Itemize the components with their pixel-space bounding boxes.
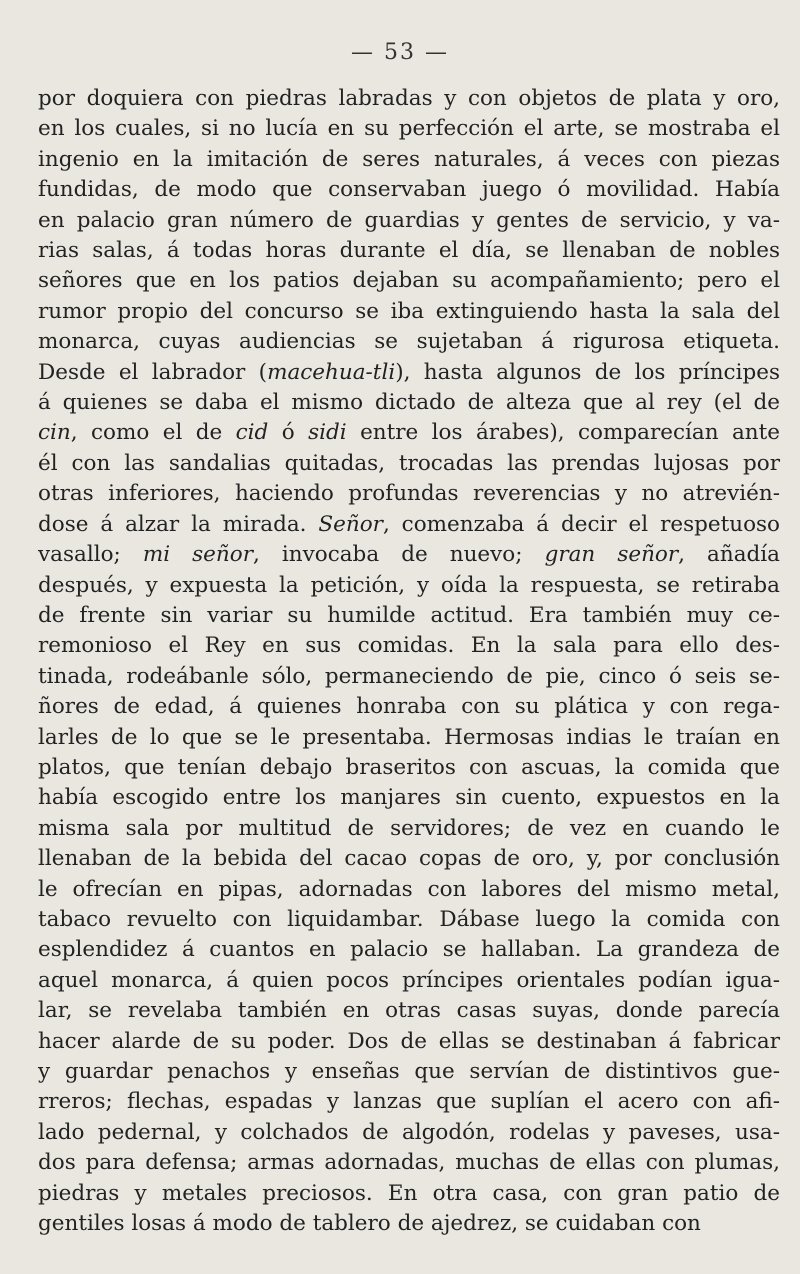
text-segment: ingenio en la imitación de seres naturales, á veces con piezas	[38, 146, 780, 172]
text-line	[38, 358, 780, 388]
text-line	[38, 996, 780, 1026]
text-segment: Desde el labrador (	[38, 359, 268, 385]
text-segment: á quienes se daba el mismo dictado de alteza que al rey (el de	[38, 390, 780, 416]
text-segment: ñores de edad, á quienes honraba con su plática y con rega-	[38, 694, 780, 720]
text-line	[38, 692, 780, 722]
text-segment: tinada, rodeábanle sólo, permaneciendo de pie, cinco ó seis se-	[38, 663, 780, 689]
text-line	[38, 905, 780, 935]
text-line	[38, 236, 780, 266]
text-line	[38, 723, 780, 753]
text-line	[38, 1027, 780, 1057]
text-segment: llenaban de la bebida del cacao copas de oro, y, por conclusión	[38, 846, 780, 872]
text-line	[38, 327, 780, 357]
text-segment: platos, que tenían debajo braseritos con ascuas, la comida que	[38, 754, 780, 780]
text-line	[38, 1057, 780, 1087]
text-segment: , añadía	[678, 542, 780, 568]
text-line	[38, 206, 780, 236]
text-line	[38, 510, 780, 540]
text-line	[38, 753, 780, 783]
text-line	[38, 1179, 780, 1209]
text-line	[38, 875, 780, 905]
text-segment: en palacio gran número de guardias y gentes de servicio, y va-	[38, 207, 780, 233]
text-segment: ó	[268, 420, 309, 446]
text-segment: esplendidez á cuantos en palacio se hallaban. La grandeza de	[38, 937, 780, 963]
text-segment: remonioso el Rey en sus comidas. En la sala para ello des-	[38, 633, 780, 659]
italic-text: sidi	[308, 420, 347, 446]
text-segment: entre los árabes), comparecían ante	[346, 420, 780, 446]
text-line	[38, 783, 780, 813]
text-line	[38, 966, 780, 996]
text-line	[38, 297, 780, 327]
text-segment: de frente sin variar su humilde actitud. Era también muy ce-	[38, 602, 780, 628]
text-line	[38, 266, 780, 296]
text-segment: fundidas, de modo que conservaban juego ó movilidad. Había	[38, 177, 780, 203]
text-line	[38, 935, 780, 965]
page-number: — 53 —	[351, 40, 449, 65]
italic-text: macehua-tli	[267, 359, 396, 385]
text-segment: , comenzaba á decir el respetuoso	[382, 511, 780, 537]
text-line	[38, 388, 780, 418]
text-segment: larles de lo que se le presentaba. Hermosas indias le traían en	[38, 724, 780, 750]
text-segment: rumor propio del concurso se iba extinguiendo hasta la sala del	[38, 298, 780, 324]
text-segment: y guardar penachos y enseñas que servían de distintivos gue-	[38, 1059, 780, 1084]
text-segment: otras inferiores, haciendo profundas reverencias y no atrevién-	[38, 481, 780, 507]
text-segment: por doquiera con piedras labradas y con objetos de plata y oro,	[38, 86, 780, 111]
italic-text: Señor	[318, 511, 383, 537]
text-segment: lado pedernal, y colchados de algodón, rodelas y paveses, usa-	[38, 1119, 780, 1145]
text-segment: , invocaba de nuevo;	[252, 542, 545, 568]
text-segment: dos para defensa; armas adornadas, muchas de ellas con plumas,	[38, 1150, 780, 1176]
text-segment: misma sala por multitud de servidores; de vez en cuando le	[38, 815, 780, 841]
text-segment: monarca, cuyas audiencias se sujetaban á rigurosa etiqueta.	[38, 329, 780, 355]
italic-text: cin	[38, 420, 71, 446]
text-segment: vasallo;	[38, 542, 143, 568]
text-line	[38, 175, 780, 205]
text-segment: tabaco revuelto con liquidambar. Dábase luego la comida con	[38, 906, 780, 932]
text-line	[38, 84, 780, 114]
text-line	[38, 1148, 780, 1178]
text-segment: piedras y metales preciosos. En otra casa, con gran patio de	[38, 1180, 780, 1206]
text-segment: después, y expuesta la petición, y oída la respuesta, se retiraba	[38, 572, 780, 598]
text-line	[38, 662, 780, 692]
text-line	[38, 449, 780, 479]
text-line	[38, 844, 780, 874]
body-text	[38, 84, 780, 1239]
text-segment: había escogido entre los manjares sin cuento, expuestos en la	[38, 785, 780, 811]
text-line	[38, 571, 780, 601]
text-line	[38, 114, 780, 144]
text-segment: lar, se revelaba también en otras casas suyas, donde parecía	[38, 998, 780, 1024]
italic-text: gran señor	[544, 542, 679, 568]
text-line	[38, 631, 780, 661]
text-line	[38, 814, 780, 844]
text-segment: señores que en los patios dejaban su acompañamiento; pero el	[38, 268, 780, 294]
text-segment: le ofrecían en pipas, adornadas con labores del mismo metal,	[38, 876, 780, 902]
text-line	[38, 479, 780, 509]
text-segment: dose á alzar la mirada.	[38, 511, 319, 537]
text-segment: hacer alarde de su poder. Dos de ellas se destinaban á fabricar	[38, 1028, 780, 1054]
text-line	[38, 1087, 780, 1117]
text-segment: gentiles losas á modo de tablero de ajedrez, se cuidaban con	[38, 1211, 701, 1237]
text-line	[38, 601, 780, 631]
text-line	[38, 1118, 780, 1148]
text-line	[38, 145, 780, 175]
text-segment: , como el de	[70, 420, 236, 446]
text-segment: rreros; flechas, espadas y lanzas que suplían el acero con afi-	[38, 1089, 780, 1115]
text-line	[38, 540, 780, 570]
text-line	[38, 1209, 780, 1239]
italic-text: mi señor	[142, 542, 253, 568]
text-line	[38, 418, 780, 448]
text-segment: en los cuales, si no lucía en su perfección el arte, se mostraba el	[38, 116, 780, 142]
text-segment: aquel monarca, á quien pocos príncipes orientales podían igua-	[38, 967, 780, 993]
text-segment: rias salas, á todas horas durante el día, se llenaban de nobles	[38, 238, 780, 264]
text-segment: él con las sandalias quitadas, trocadas las prendas lujosas por	[38, 450, 780, 476]
italic-text: cid	[235, 420, 269, 446]
text-segment: ), hasta algunos de los príncipes	[395, 359, 780, 385]
